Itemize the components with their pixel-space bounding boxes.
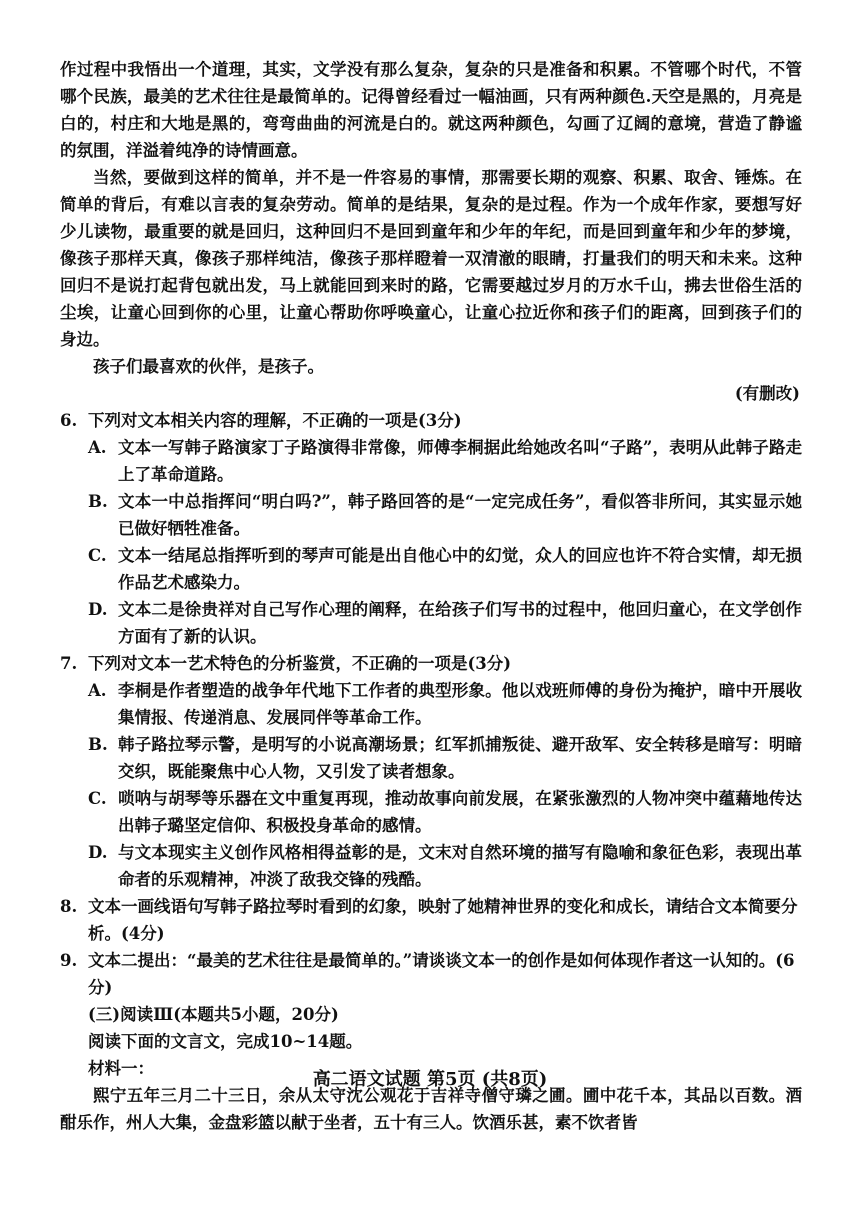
- option-text: 文本一中总指挥问“明白吗?”，韩子路回答的是“一定完成任务”，看似答非所问，其实显示她已做好牺牲准备。: [118, 492, 802, 538]
- option-text: 韩子路拉琴示警，是明写的小说高潮场景；红军抓捕叛徒、避开敌军、安全转移是暗写：明暗交织，既能聚焦中心人物，又引发了读者想象。: [118, 735, 802, 781]
- option-text: 与文本现实主义创作风格相得益彰的是，文末对自然环境的描写有隐喻和象征色彩，表现出革命者的乐观精神，冲淡了敌我交锋的残酷。: [118, 843, 802, 889]
- option-label: B.: [88, 492, 108, 511]
- option-label: D.: [88, 600, 108, 619]
- q6-option-c: [88, 542, 802, 596]
- question-stem: 文本一画线语句写韩子路拉琴时看到的幻象，映射了她精神世界的变化和成长，请结合文本简要分析。(4分): [88, 897, 798, 943]
- option-text: 唢呐与胡琴等乐器在文中重复再现，推动故事向前发展，在紧张激烈的人物冲突中蕴藉地传达出韩子璐坚定信仰、积极投身革命的感情。: [118, 789, 802, 835]
- question-stem: 下列对文本相关内容的理解，不正确的一项是(3分): [88, 411, 462, 430]
- option-text: 文本一结尾总指挥听到的琴声可能是出自他心中的幻觉，众人的回应也许不符合实情，却无损作品艺术感染力。: [118, 546, 802, 592]
- q6-option-d: [88, 596, 802, 650]
- question-number: 8.: [60, 897, 78, 916]
- option-label: B.: [88, 735, 108, 754]
- passage-paragraph-2: 当然，要做到这样的简单，并不是一件容易的事情，那需要长期的观察、积累、取舍、锤炼。在简单的背后，有难以言表的复杂劳动。简单的是结果，复杂的是过程。作为一个成年作家，要想写好少儿读物，最重要的就是回归，这种回归不是回到童年和少年的年纪，而是回到童年和少年的梦境，像孩子那样天真，像孩子那样纯洁，像孩子那样瞪着一双清澈的眼睛，打量我们的明天和未来。这种回归不是说打起背包就出发，马上就能回到来时的路，它需要越过岁月的万水千山，拂去世俗生活的尘埃，让童心回到你的心里，让童心帮助你呼唤童心，让童心拉近你和孩子们的距离，回到孩子们的身边。: [60, 168, 802, 349]
- option-label: A.: [88, 681, 107, 700]
- question-7: [60, 650, 802, 677]
- option-text: 文本一写韩子路演家丁子路演得非常像，师傅李桐据此给她改名叫“子路”，表明从此韩子路走上了革命道路。: [118, 438, 802, 484]
- option-label: A.: [88, 438, 107, 457]
- passage-paragraph-1: 作过程中我悟出一个道理，其实，文学没有那么复杂，复杂的只是准备和积累。不管哪个时代，不管哪个民族，最美的艺术往往是最简单的。记得曾经看过一幅油画，只有两种颜色.天空是黑的，月亮是白的，村庄和大地是黑的，弯弯曲曲的河流是白的。就这两种颜色，勾画了辽阔的意境，营造了静谧的氛围，洋溢着纯净的诗情画意。: [60, 60, 802, 160]
- material-text: 熙宁五年三月二十三日，余从太守沈公观花于吉祥寺僧守璘之圃。圃中花千本，其品以百数。酒酣乐作，州人大集，金盘彩篮以献于坐者，五十有三人。饮酒乐甚，素不饮者皆: [60, 1086, 802, 1132]
- question-9: [60, 947, 802, 1001]
- question-8: [60, 893, 802, 947]
- q7-option-a: [88, 677, 802, 731]
- question-stem: 下列对文本一艺术特色的分析鉴赏，不正确的一项是(3分): [88, 654, 512, 673]
- q7-option-b: [88, 731, 802, 785]
- question-stem: 文本二提出：“最美的艺术往往是最简单的。”请谈谈文本一的创作是如何体现作者这一认知的。(6分): [88, 951, 795, 997]
- q7-option-d: [88, 839, 802, 893]
- option-label: C.: [88, 546, 107, 565]
- option-text: 文本二是徐贵祥对自己写作心理的阐释，在给孩子们写书的过程中，他回归童心，在文学创作方面有了新的认识。: [118, 600, 802, 646]
- option-label: C.: [88, 789, 107, 808]
- question-number: 6.: [60, 411, 78, 430]
- option-text: 李桐是作者塑造的战争年代地下工作者的典型形象。他以戏班师傅的身份为掩护，暗中开展收集情报、传递消息、发展同伴等革命工作。: [118, 681, 802, 727]
- page-footer: 高二语文试题 第5页 (共8页): [312, 1069, 548, 1090]
- material-label: 材料一：: [88, 1059, 154, 1078]
- q6-option-a: [88, 434, 802, 488]
- question-number: 7.: [60, 654, 78, 673]
- question-6: [60, 407, 802, 434]
- section-heading: (三)阅读Ⅲ(本题共5小题，20分): [88, 1005, 339, 1024]
- passage-paragraph-3: 孩子们最喜欢的伙伴，是孩子。: [93, 357, 324, 376]
- source-note: (有删改): [734, 384, 800, 403]
- question-number: 9.: [60, 951, 78, 970]
- option-label: D.: [88, 843, 108, 862]
- q7-option-c: [88, 785, 802, 839]
- q6-option-b: [88, 488, 802, 542]
- section-instruction: 阅读下面的文言文，完成10~14题。: [88, 1032, 363, 1051]
